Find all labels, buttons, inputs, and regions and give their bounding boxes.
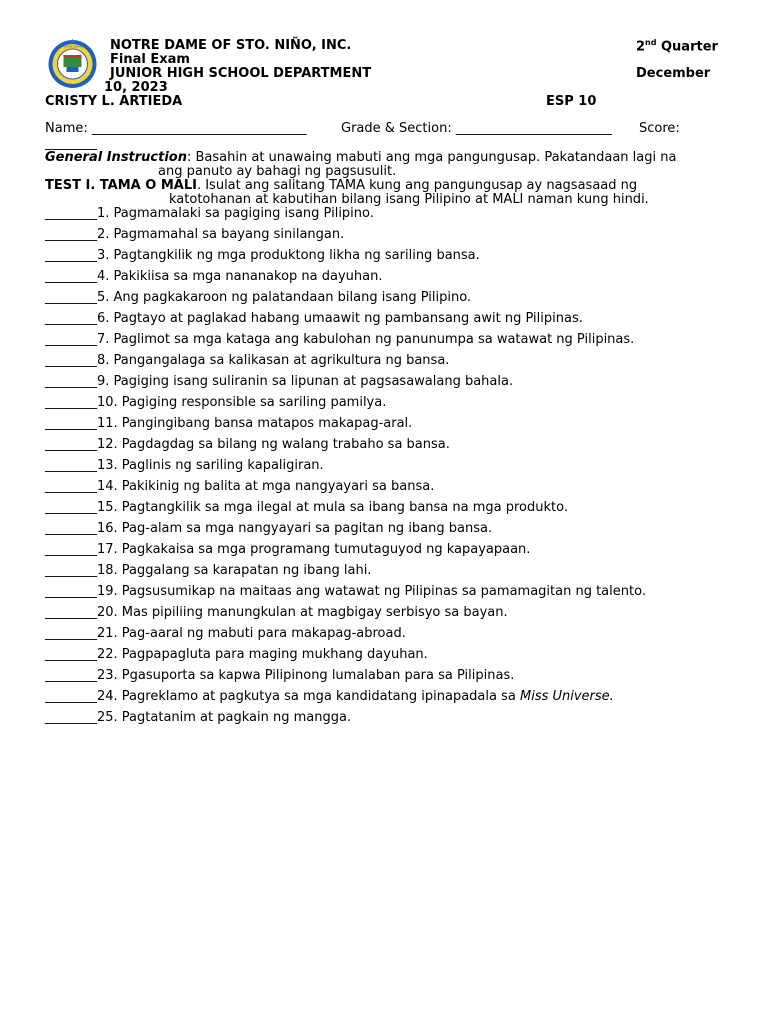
answer-blank[interactable]: ________ bbox=[45, 374, 97, 389]
answer-blank[interactable]: ________ bbox=[45, 626, 97, 641]
list-item bbox=[45, 248, 480, 264]
school-name: NOTRE DAME OF STO. NIÑO, INC. bbox=[110, 38, 352, 53]
teacher-name: CRISTY L. ARTIEDA bbox=[45, 94, 183, 109]
answer-blank[interactable]: ________ bbox=[45, 227, 97, 242]
department: JUNIOR HIGH SCHOOL DEPARTMENT bbox=[110, 66, 372, 81]
list-item bbox=[45, 206, 374, 222]
subject: ESP 10 bbox=[546, 94, 597, 109]
instruction-label: General Instruction bbox=[45, 150, 187, 165]
answer-blank[interactable]: ________ bbox=[45, 437, 97, 452]
list-item bbox=[45, 353, 449, 369]
answer-blank[interactable]: ________ bbox=[45, 248, 97, 263]
item-italic-text: Miss Universe. bbox=[519, 689, 614, 704]
item-text: 1. Pagmamalaki sa pagiging isang Pilipino. bbox=[97, 206, 374, 221]
test-heading bbox=[45, 178, 637, 193]
general-instruction bbox=[45, 150, 676, 165]
item-text: 8. Pangangalaga sa kalikasan at agrikultura ng bansa. bbox=[97, 353, 450, 368]
date-rest: 10, 2023 bbox=[104, 80, 168, 95]
score-label: Score: bbox=[639, 121, 680, 136]
list-item bbox=[45, 458, 324, 474]
item-text: 20. Mas pipiliing manungkulan at magbigay serbisyo sa bayan. bbox=[97, 605, 508, 620]
answer-blank[interactable]: ________ bbox=[45, 647, 97, 662]
list-item bbox=[45, 269, 383, 285]
answer-blank[interactable]: ________ bbox=[45, 542, 97, 557]
list-item bbox=[45, 311, 583, 327]
item-text: 25. Pagtatanim at pagkain ng mangga. bbox=[97, 710, 352, 725]
answer-blank[interactable]: ________ bbox=[45, 479, 97, 494]
answer-blank[interactable]: ________ bbox=[45, 500, 97, 515]
list-item bbox=[45, 668, 514, 684]
answer-blank[interactable]: ________ bbox=[45, 332, 97, 347]
item-text: 22. Pagpapagluta para maging mukhang dayuhan. bbox=[97, 647, 428, 662]
list-item bbox=[45, 395, 386, 411]
grade-section-field: Grade & Section: ________________________ bbox=[341, 121, 612, 136]
item-text: 13. Paglinis ng sariling kapaligiran. bbox=[97, 458, 324, 473]
list-item bbox=[45, 710, 351, 726]
answer-blank[interactable]: ________ bbox=[45, 395, 97, 410]
item-text: 6. Pagtayo at paglakad habang umaawit ng pambansang awit ng Pilipinas. bbox=[97, 311, 583, 326]
list-item bbox=[45, 542, 530, 558]
test-text: . Isulat ang salitang TAMA kung ang pangungusap ay nagsasaad ng bbox=[196, 178, 638, 193]
list-item bbox=[45, 647, 428, 663]
answer-blank[interactable]: ________ bbox=[45, 458, 97, 473]
answer-blank[interactable]: ________ bbox=[45, 353, 97, 368]
list-item bbox=[45, 227, 344, 243]
score-blank: ________ bbox=[45, 136, 97, 151]
answer-blank[interactable]: ________ bbox=[45, 710, 97, 725]
list-item bbox=[45, 689, 614, 705]
item-text: 17. Pagkakaisa sa mga programang tumutaguyod ng kapayapaan. bbox=[97, 542, 531, 557]
answer-blank[interactable]: ________ bbox=[45, 584, 97, 599]
list-item bbox=[45, 374, 513, 390]
item-text: 14. Pakikinig ng balita at mga nangyayari sa bansa. bbox=[97, 479, 435, 494]
answer-blank[interactable]: ________ bbox=[45, 605, 97, 620]
item-text: 23. Pgasuporta sa kapwa Pilipinong lumalaban para sa Pilipinas. bbox=[97, 668, 515, 683]
answer-blank[interactable]: ________ bbox=[45, 668, 97, 683]
date-month: December bbox=[636, 66, 711, 81]
test-label: TEST I. TAMA O MALI bbox=[45, 178, 197, 193]
list-item bbox=[45, 626, 406, 642]
quarter-label: 2nd Quarter bbox=[636, 38, 718, 55]
item-text: 7. Paglimot sa mga kataga ang kabulohan ng panunumpa sa watawat ng Pilipinas. bbox=[97, 332, 635, 347]
item-text: 12. Pagdagdag sa bilang ng walang trabaho sa bansa. bbox=[97, 437, 450, 452]
list-item bbox=[45, 479, 434, 495]
school-seal-logo bbox=[45, 39, 100, 89]
item-text: 15. Pagtangkilik sa mga ilegal at mula sa ibang bansa na mga produkto. bbox=[97, 500, 568, 515]
list-item bbox=[45, 521, 492, 537]
test-text-cont: katotohanan at kabutihan bilang isang Pilipino at MALI naman kung hindi. bbox=[169, 192, 649, 207]
answer-blank[interactable]: ________ bbox=[45, 269, 97, 284]
answer-blank[interactable]: ________ bbox=[45, 689, 97, 704]
answer-blank[interactable]: ________ bbox=[45, 521, 97, 536]
answer-blank[interactable]: ________ bbox=[45, 416, 97, 431]
list-item bbox=[45, 584, 646, 600]
list-item bbox=[45, 500, 568, 516]
svg-text:NOTRE DAME: NOTRE DAME bbox=[62, 44, 83, 49]
answer-blank[interactable]: ________ bbox=[45, 311, 97, 326]
item-text: 4. Pakikiisa sa mga nananakop na dayuhan. bbox=[97, 269, 383, 284]
answer-blank[interactable]: ________ bbox=[45, 290, 97, 305]
item-text: 9. Pagiging isang suliranin sa lipunan at pagsasawalang bahala. bbox=[97, 374, 514, 389]
instruction-text: : Basahin at unawaing mabuti ang mga pangungusap. Pakatandaan lagi na bbox=[187, 150, 677, 165]
exam-title: Final Exam bbox=[110, 52, 190, 67]
list-item bbox=[45, 605, 508, 621]
answer-blank[interactable]: ________ bbox=[45, 206, 97, 221]
list-item bbox=[45, 290, 471, 306]
list-item bbox=[45, 437, 450, 453]
item-text: 5. Ang pagkakaroon ng palatandaan bilang isang Pilipino. bbox=[97, 290, 472, 305]
item-text: 19. Pagsusumikap na maitaas ang watawat ng Pilipinas sa pamamagitan ng talento. bbox=[97, 584, 646, 599]
list-item bbox=[45, 416, 412, 432]
item-text: 11. Pangingibang bansa matapos makapag-aral. bbox=[97, 416, 413, 431]
list-item bbox=[45, 563, 371, 579]
item-text: 3. Pagtangkilik ng mga produktong likha ng sariling bansa. bbox=[97, 248, 480, 263]
item-text: 2. Pagmamahal sa bayang sinilangan. bbox=[97, 227, 345, 242]
list-item bbox=[45, 332, 634, 348]
item-text: 21. Pag-aaral ng mabuti para makapag-abroad. bbox=[97, 626, 406, 641]
item-text: 16. Pag-alam sa mga nangyayari sa pagitan ng ibang bansa. bbox=[97, 521, 493, 536]
item-text: 24. Pagreklamo at pagkutya sa mga kandidatang ipinapadala sa bbox=[97, 689, 520, 704]
item-text: 18. Paggalang sa karapatan ng ibang lahi. bbox=[97, 563, 372, 578]
instruction-text-cont: ang panuto ay bahagi ng pagsusulit. bbox=[158, 164, 397, 179]
name-field: Name: _________________________________ bbox=[45, 121, 307, 136]
answer-blank[interactable]: ________ bbox=[45, 563, 97, 578]
item-text: 10. Pagiging responsible sa sariling pamilya. bbox=[97, 395, 387, 410]
